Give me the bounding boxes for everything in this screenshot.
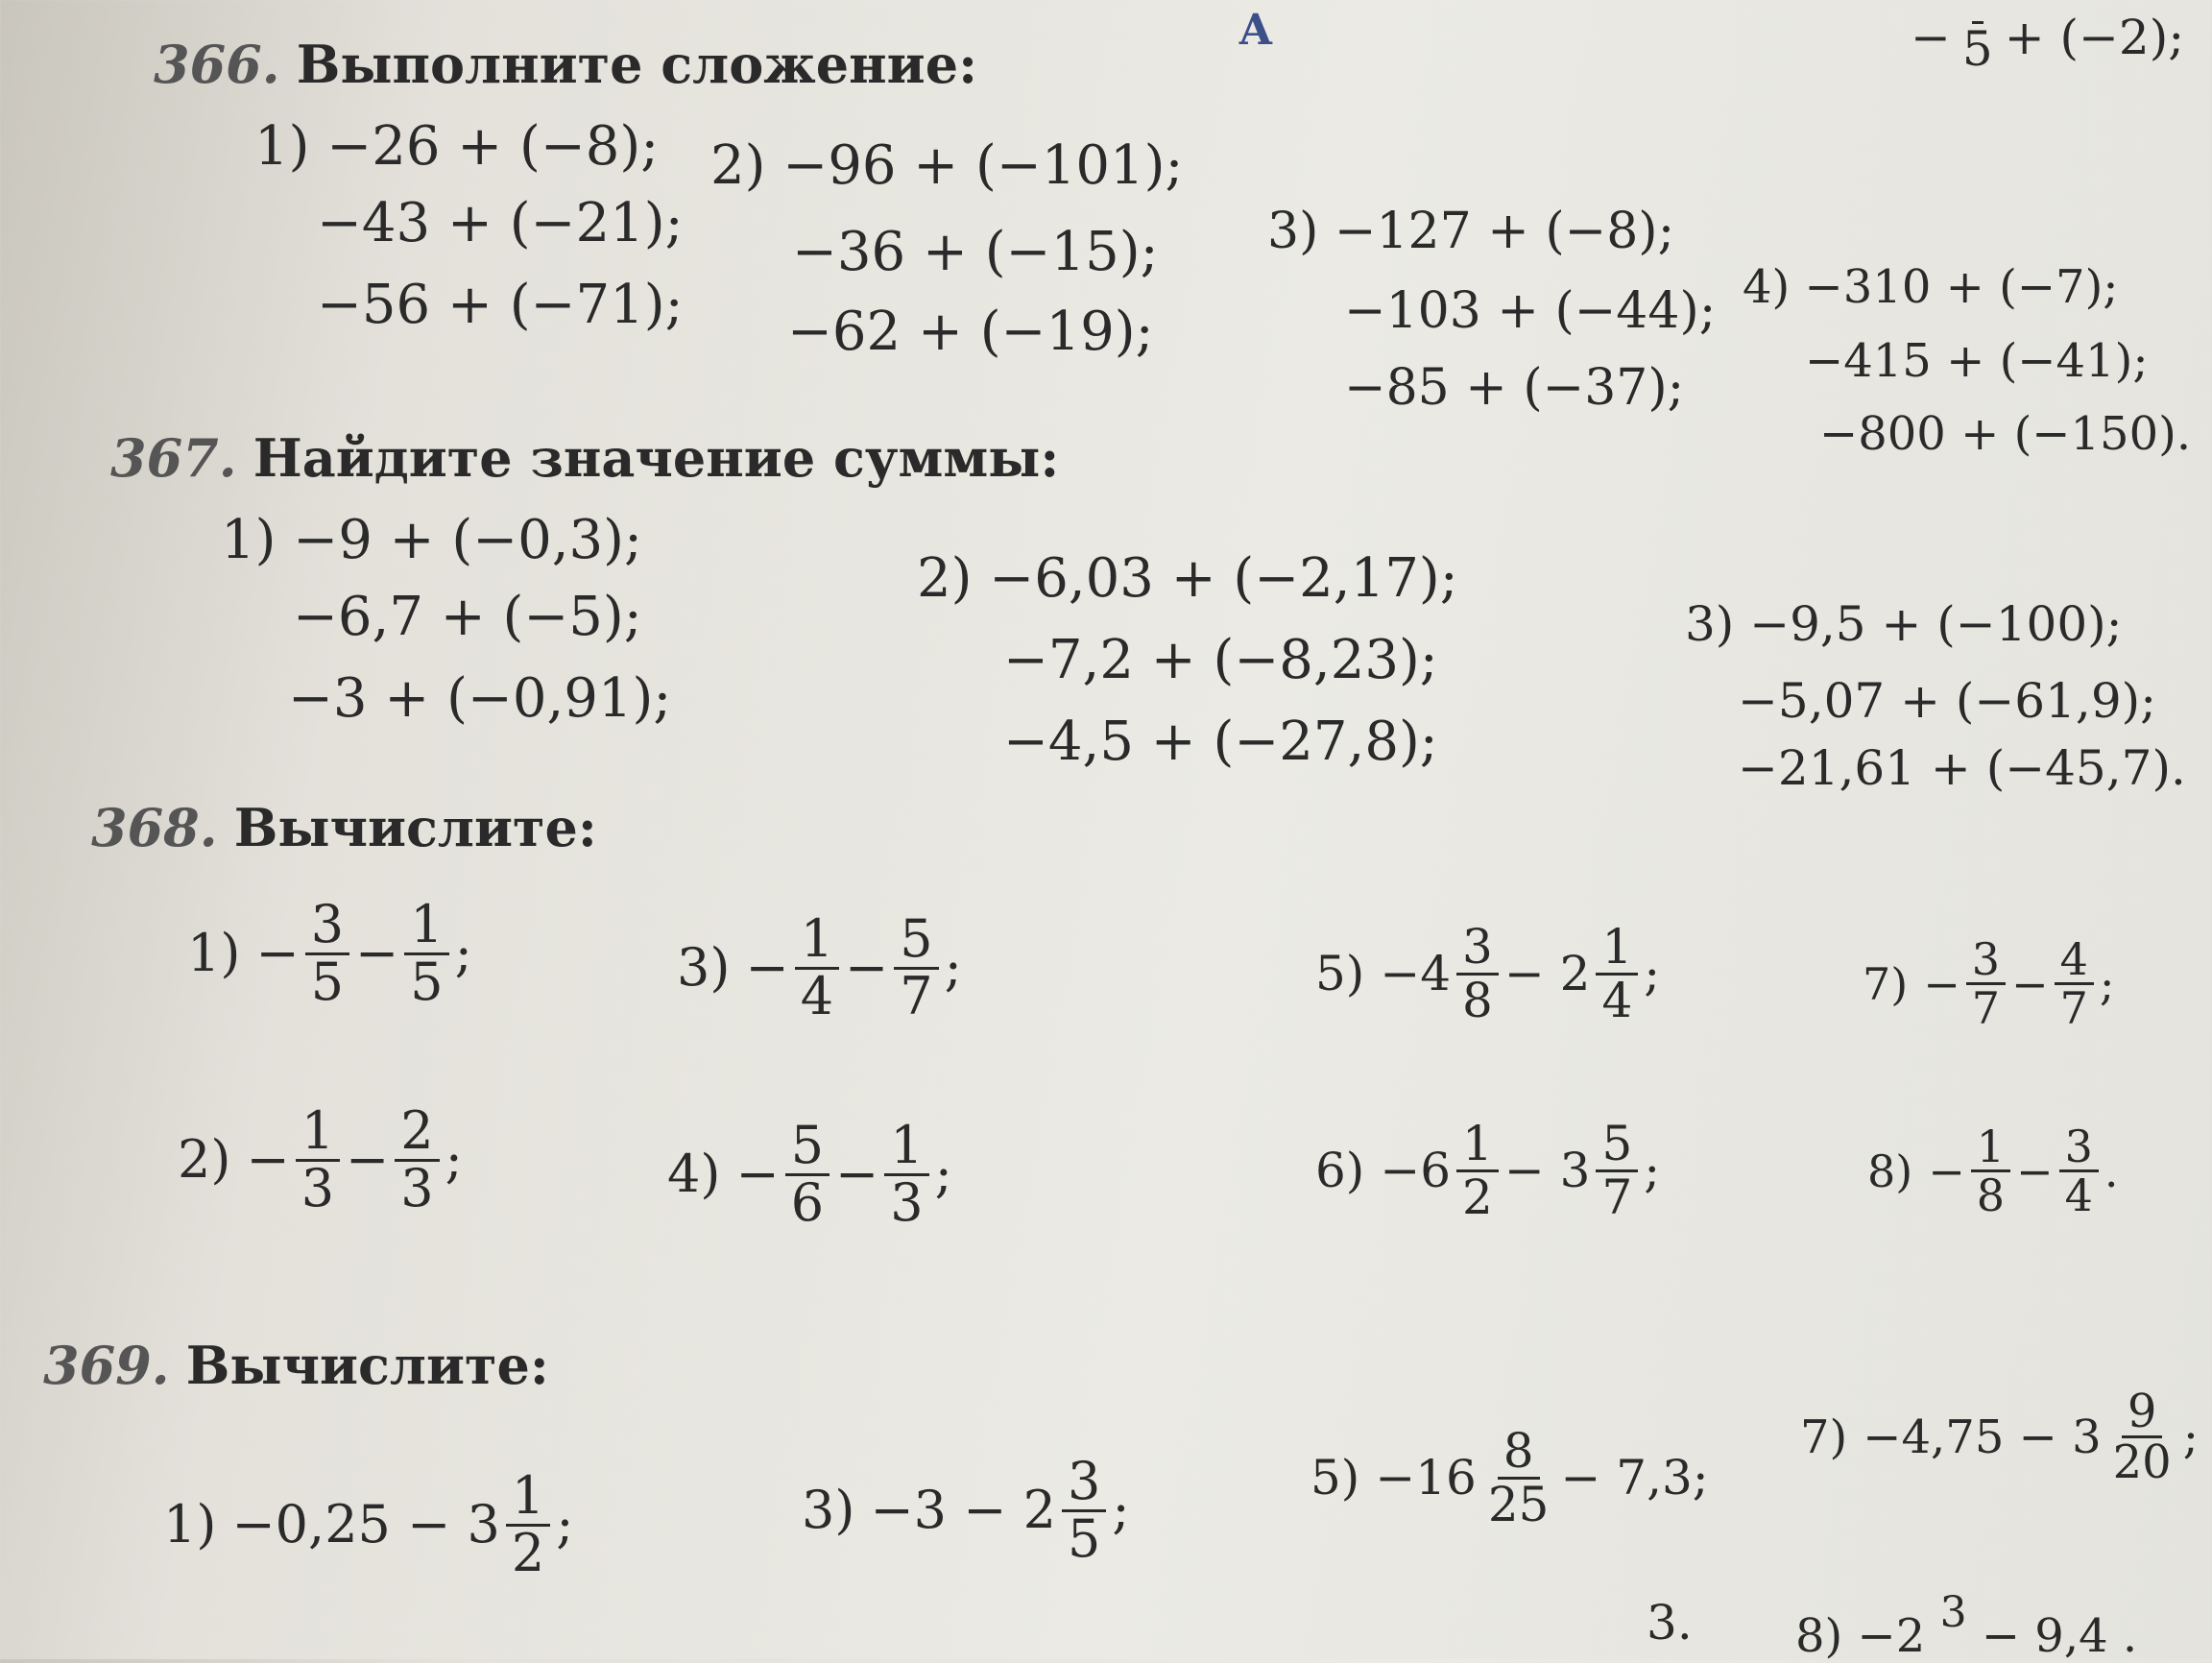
top-fragment-minus: −	[1911, 9, 1951, 65]
punctuation: .	[1676, 1595, 1693, 1651]
fraction	[1482, 1423, 1555, 1532]
denominator: 5	[410, 951, 444, 1012]
numerator: 3	[1456, 922, 1499, 976]
numerator: 5	[1596, 1119, 1638, 1172]
ex368-item	[1315, 919, 1661, 1028]
item-prefix: −0,25 − 3	[231, 1494, 500, 1555]
denominator: 5	[1067, 1507, 1101, 1569]
ex369-partial-item	[1795, 1588, 2138, 1663]
item-prefix: −6	[1380, 1143, 1452, 1198]
numerator: 2	[395, 1104, 439, 1162]
exercise-367-heading	[110, 427, 1060, 489]
ex367-item: 1) −9 + (−0,3);	[221, 509, 642, 571]
fraction	[1966, 933, 2006, 1035]
numerator: 4	[2055, 936, 2094, 985]
fraction	[1062, 1451, 1106, 1569]
fraction	[1596, 1116, 1638, 1225]
fraction	[1596, 919, 1638, 1028]
item-prefix: −	[745, 937, 789, 999]
punctuation: − 7,3;	[1560, 1450, 1709, 1506]
ex366-item: −800 + (−150).	[1819, 407, 2192, 461]
numerator: 3	[1062, 1455, 1106, 1512]
denominator: 3	[890, 1171, 924, 1233]
top-fragment-fraction	[1957, 0, 1999, 75]
operator: − 3	[1503, 1143, 1591, 1198]
punctuation: ;	[1112, 1480, 1130, 1541]
top-fragment-denominator: 5	[1961, 21, 1993, 77]
item-prefix: −	[255, 923, 300, 984]
item-label: 8)	[1867, 1145, 1913, 1197]
fraction	[2059, 1121, 2099, 1222]
operator: −	[2011, 957, 2049, 1010]
fraction	[884, 1115, 928, 1233]
item-suffix: − 9,4 .	[1981, 1609, 2138, 1663]
exercise-369-heading	[43, 1335, 549, 1396]
ex366-item: −36 + (−15);	[792, 221, 1159, 283]
item-prefix: −	[1923, 957, 1960, 1010]
ex368-item	[178, 1100, 463, 1218]
fraction	[395, 1100, 439, 1218]
numerator: 9	[2122, 1387, 2163, 1438]
item-prefix: −16	[1375, 1450, 1477, 1506]
item-prefix: −4,75 − 3	[1863, 1410, 2102, 1464]
denominator: 20	[2112, 1435, 2172, 1490]
exercise-title: Выполните сложение:	[296, 34, 978, 95]
ex366-item: −103 + (−44);	[1344, 282, 1717, 340]
item-label: 4)	[667, 1144, 721, 1205]
ex367-item: −21,61 + (−45,7).	[1738, 740, 2186, 796]
ex367-item: 3) −9,5 + (−100);	[1685, 596, 2123, 652]
operator: −	[2016, 1145, 2054, 1197]
ex369-item	[163, 1465, 574, 1583]
item-prefix: −3 − 2	[870, 1480, 1056, 1541]
ex366-item: −56 + (−71);	[317, 274, 684, 336]
operator: −	[355, 923, 399, 984]
item-label: 5)	[1310, 1450, 1360, 1506]
denominator: 2	[1462, 1169, 1493, 1225]
numerator: 1	[296, 1104, 340, 1162]
denominator: 5	[310, 951, 345, 1012]
denominator: 8	[1976, 1169, 2006, 1222]
top-fragment	[1911, 0, 2184, 75]
ex369-item	[802, 1451, 1130, 1569]
numerator: 1	[884, 1119, 928, 1176]
exercise-368-heading	[91, 797, 597, 858]
top-fragment-rest: + (−2);	[2004, 9, 2185, 65]
fraction	[305, 894, 349, 1012]
item-label: 5)	[1315, 946, 1365, 1001]
item-prefix: −	[735, 1144, 780, 1205]
denominator: 4	[1601, 972, 1633, 1028]
numerator: 3	[2059, 1123, 2099, 1172]
fraction	[1456, 919, 1499, 1028]
item-label: 1)	[187, 923, 241, 984]
denominator: 25	[1487, 1476, 1550, 1532]
operator: −	[346, 1129, 390, 1191]
fraction	[2055, 933, 2094, 1035]
ex367-item: −6,7 + (−5);	[293, 586, 642, 648]
operator: − 2	[1503, 946, 1591, 1001]
fraction	[2107, 1385, 2177, 1490]
item-prefix: −	[246, 1129, 290, 1191]
fraction	[404, 894, 448, 1012]
numerator: 1	[1971, 1123, 2010, 1172]
numerator: 8	[1498, 1426, 1540, 1480]
numerator: 1	[1596, 922, 1638, 976]
fraction	[785, 1115, 830, 1233]
exercise-title: Вычислите:	[185, 1335, 549, 1396]
ex367-item: −4,5 + (−27,8);	[1003, 711, 1438, 773]
punctuation: ;	[1644, 946, 1661, 1001]
operator: −	[845, 937, 889, 999]
punctuation: ;	[445, 1129, 463, 1191]
ex367-item: −5,07 + (−61,9);	[1738, 673, 2156, 729]
ex366-item: −62 + (−19);	[787, 301, 1154, 363]
denominator: 4	[2064, 1169, 2093, 1222]
punctuation: ;	[2099, 957, 2115, 1010]
punctuation: .	[2104, 1145, 2119, 1197]
exercise-366-heading	[154, 34, 978, 95]
ex366-item: −43 + (−21);	[317, 192, 684, 254]
ex367-item: −3 + (−0,91);	[288, 667, 672, 730]
exercise-number: 368.	[91, 797, 218, 858]
ex366-item: 3) −127 + (−8);	[1267, 203, 1675, 260]
item-label: 3)	[802, 1480, 855, 1541]
ex368-item	[677, 908, 962, 1026]
fraction	[795, 908, 839, 1026]
ex367-item: 2) −6,03 + (−2,17);	[917, 547, 1458, 610]
denominator: 7	[900, 965, 933, 1026]
numerator: 3	[305, 898, 349, 955]
item-label: 1)	[163, 1494, 217, 1555]
ex369-item	[1310, 1423, 1709, 1532]
exercise-title: Вычислите:	[233, 797, 597, 858]
operator: −	[835, 1144, 879, 1205]
punctuation: ;	[454, 923, 472, 984]
ex367-item: −7,2 + (−8,23);	[1003, 629, 1438, 691]
punctuation: ;	[944, 937, 962, 999]
punctuation: ;	[1644, 1143, 1661, 1198]
ex369-partial-fraction	[1647, 1595, 1693, 1651]
item-label: 7)	[1800, 1410, 1848, 1464]
numerator: 3	[1647, 1595, 1677, 1651]
numerator: 1	[506, 1469, 550, 1527]
item-label: 6)	[1315, 1143, 1365, 1198]
item-label: 2)	[178, 1129, 231, 1191]
numerator: 5	[894, 912, 938, 970]
item-prefix: −4	[1380, 946, 1452, 1001]
ex368-item	[187, 894, 472, 1012]
punctuation: ;	[2182, 1410, 2199, 1464]
denominator: 2	[511, 1522, 545, 1583]
ex366-item: −415 + (−41);	[1805, 334, 2149, 388]
fraction	[1971, 1121, 2010, 1222]
item-label: 7)	[1863, 957, 1909, 1010]
numerator: 1	[404, 898, 448, 955]
denominator: 7	[2059, 982, 2088, 1035]
punctuation: ;	[556, 1494, 574, 1555]
ex366-item: 4) −310 + (−7);	[1743, 260, 2119, 314]
ex368-item	[1315, 1116, 1661, 1225]
fraction	[296, 1100, 340, 1218]
ex366-item: 2) −96 + (−101);	[710, 134, 1184, 197]
fraction	[506, 1465, 550, 1583]
numerator: 3	[1939, 1588, 1967, 1637]
denominator: 4	[800, 965, 834, 1026]
ex368-item	[667, 1115, 952, 1233]
numerator: 5	[785, 1119, 830, 1176]
section-letter: А	[1238, 6, 1273, 55]
fraction	[1456, 1116, 1499, 1225]
denominator: 3	[301, 1157, 335, 1218]
denominator: 7	[1971, 982, 2001, 1035]
item-prefix: −2	[1857, 1609, 1926, 1663]
exercise-number: 369.	[43, 1335, 170, 1396]
denominator: 7	[1601, 1169, 1633, 1225]
exercise-number: 366.	[154, 34, 280, 95]
denominator: 6	[790, 1171, 825, 1233]
denominator: 3	[400, 1157, 434, 1218]
ex368-item	[1867, 1121, 2119, 1222]
exercise-title: Найдите значение суммы:	[252, 427, 1060, 489]
fraction	[894, 908, 938, 1026]
item-label: 3)	[677, 937, 731, 999]
numerator: 1	[795, 912, 839, 970]
exercise-number: 367.	[110, 427, 237, 489]
ex368-item	[1863, 933, 2115, 1035]
item-prefix: −	[1928, 1145, 1965, 1197]
punctuation: ;	[934, 1144, 952, 1205]
ex366-item: −85 + (−37);	[1344, 359, 1685, 417]
item-label: 8)	[1795, 1609, 1843, 1663]
denominator: 8	[1462, 972, 1493, 1028]
ex369-item	[1800, 1385, 2199, 1490]
ex366-item: 1) −26 + (−8);	[254, 115, 660, 178]
numerator: 1	[1456, 1119, 1499, 1172]
numerator: 3	[1966, 936, 2006, 985]
